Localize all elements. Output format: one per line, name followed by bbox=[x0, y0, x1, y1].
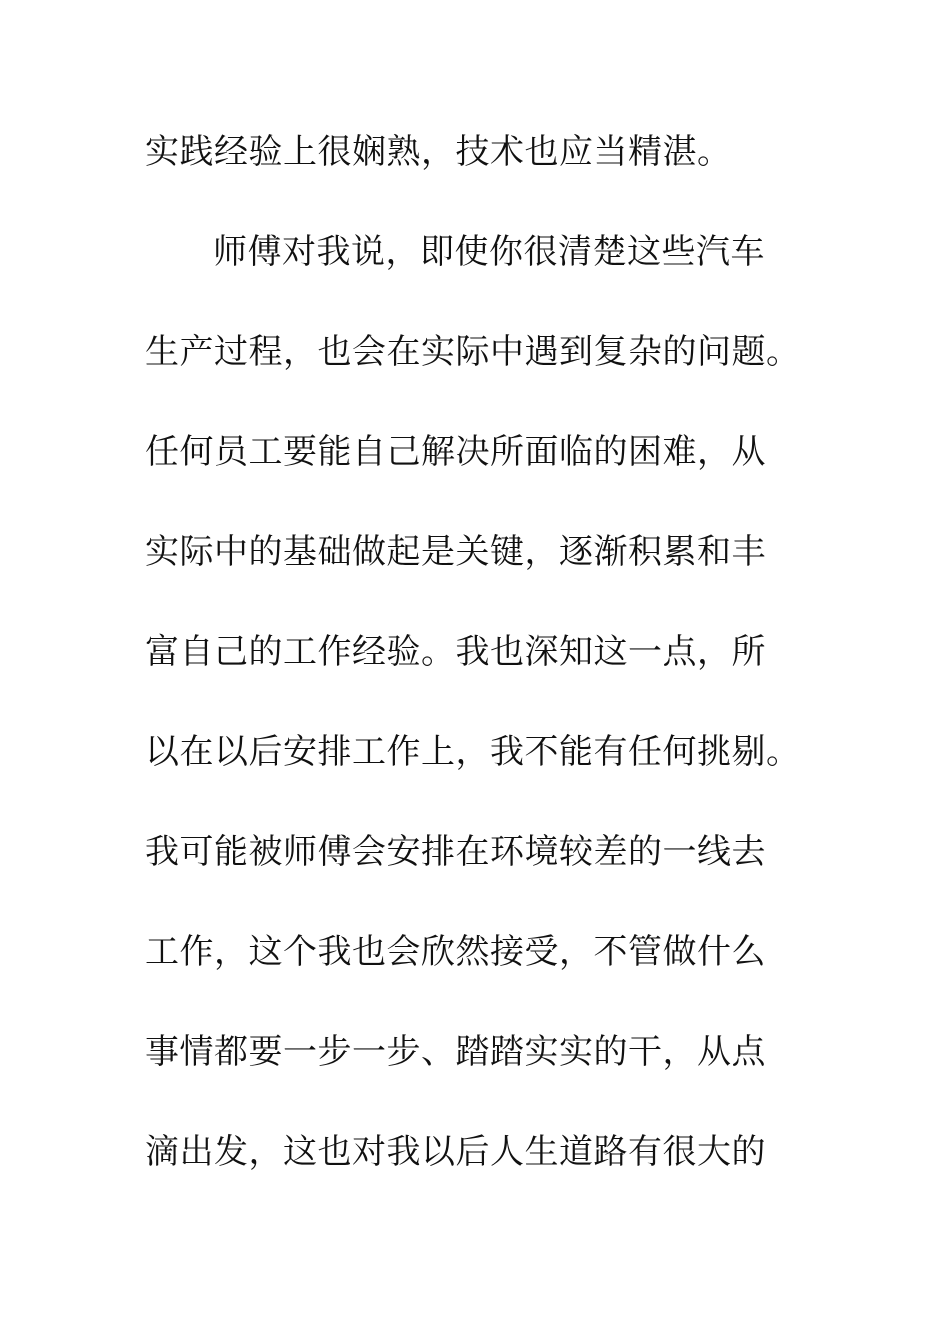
text-line: 富自己的工作经验。我也深知这一点，所 bbox=[145, 632, 766, 672]
text-line: 事情都要一步一步、踏踏实实的干，从点 bbox=[145, 1032, 766, 1072]
text-line: 我可能被师傅会安排在环境较差的一线去 bbox=[145, 832, 766, 872]
text-line: 实践经验上很娴熟，技术也应当精湛。 bbox=[145, 132, 732, 172]
text-line: 滴出发，这也对我以后人生道路有很大的 bbox=[145, 1132, 766, 1172]
text-line: 以在以后安排工作上，我不能有任何挑剔。 bbox=[145, 732, 801, 772]
text-line: 任何员工要能自己解决所面临的困难，从 bbox=[145, 432, 766, 472]
text-line: 实际中的基础做起是关键，逐渐积累和丰 bbox=[145, 532, 766, 572]
text-line: 工作，这个我也会欣然接受，不管做什么 bbox=[145, 932, 766, 972]
paragraph-first-line: 师傅对我说，即使你很清楚这些汽车 bbox=[213, 232, 765, 272]
text-line: 生产过程，也会在实际中遇到复杂的问题。 bbox=[145, 332, 801, 372]
